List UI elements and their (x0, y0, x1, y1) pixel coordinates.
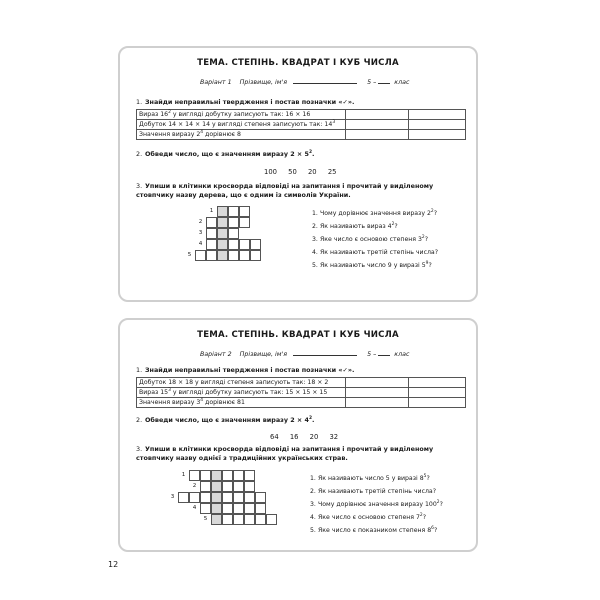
crossword-cell[interactable] (200, 492, 211, 503)
question-2: 2. Обведи число, що є значенням виразу $2 \times 4^2$. (136, 415, 315, 424)
student-info-line (200, 79, 415, 86)
crossword-cell[interactable] (233, 481, 244, 492)
crossword-highlighted-cell[interactable] (211, 514, 222, 525)
crossword-number: 1 (181, 472, 186, 478)
variant-label: Варіант 2 (200, 351, 232, 358)
crossword-number: 3 (198, 230, 203, 236)
crossword-cell[interactable] (200, 470, 211, 481)
grade-blank[interactable] (378, 83, 390, 84)
surname-label: Прізвище, ім'я (239, 351, 288, 358)
crossword-cell[interactable] (189, 470, 200, 481)
check-cell[interactable] (409, 388, 466, 398)
crossword-highlighted-cell[interactable] (211, 481, 222, 492)
page-number: 12 (108, 560, 119, 569)
crossword-cell[interactable] (255, 514, 266, 525)
question-1 (136, 98, 466, 107)
crossword-cell[interactable] (222, 470, 233, 481)
crossword-highlighted-cell[interactable] (217, 206, 228, 217)
statement-cell: Добуток 18 × 18 у вигляді степеня записують так: 18 × 2 (137, 378, 346, 388)
crossword-cell[interactable] (206, 228, 217, 239)
check-cell[interactable] (409, 110, 466, 120)
option[interactable]: 25 (327, 168, 337, 176)
crossword-number: 2 (192, 483, 197, 489)
grade-suffix: клас (394, 351, 410, 358)
check-cell[interactable] (409, 120, 466, 130)
check-cell[interactable] (346, 388, 409, 398)
crossword-highlighted-cell[interactable] (211, 492, 222, 503)
crossword-highlighted-cell[interactable] (217, 250, 228, 261)
crossword-question: 5. Яке число є показником степеня $8^6$? (310, 525, 438, 534)
crossword-cell[interactable] (228, 206, 239, 217)
crossword-cell[interactable] (200, 481, 211, 492)
grade-prefix: 5 – (367, 351, 377, 358)
crossword-number: 1 (209, 208, 214, 214)
option[interactable]: 50 (288, 168, 297, 176)
crossword-cell[interactable] (206, 250, 217, 261)
statement-cell: Вираз $15^3$ у вигляді добутку записують так: 15 × 15 × 15 (137, 388, 346, 398)
student-info-line (200, 351, 415, 358)
table-row (137, 120, 466, 130)
statements-table (136, 377, 466, 408)
table-row (137, 110, 466, 120)
option[interactable]: 32 (329, 433, 339, 441)
crossword-cell[interactable] (228, 239, 239, 250)
table-row (137, 378, 466, 388)
option[interactable]: 20 (309, 433, 319, 441)
table-row (137, 388, 466, 398)
option[interactable]: 16 (289, 433, 299, 441)
crossword-number: 5 (203, 516, 208, 522)
crossword-cell[interactable] (250, 239, 261, 250)
statement-cell: Вираз $16^2$ у вигляді добутку записують так: 16 × 16 (137, 110, 346, 120)
crossword-highlighted-cell[interactable] (217, 228, 228, 239)
crossword-cell[interactable] (244, 470, 255, 481)
check-cell[interactable] (346, 110, 409, 120)
table-row (137, 398, 466, 408)
worksheet-variant-2 (118, 318, 478, 552)
crossword-cell[interactable] (239, 217, 250, 228)
option[interactable]: 64 (270, 433, 279, 441)
crossword-highlighted-cell[interactable] (217, 217, 228, 228)
crossword-number: 2 (198, 219, 203, 225)
crossword-questions (310, 472, 443, 537)
crossword-cell[interactable] (239, 206, 250, 217)
check-cell[interactable] (346, 130, 409, 140)
crossword-cell[interactable] (250, 250, 261, 261)
crossword-number: 4 (198, 241, 203, 247)
crossword-question: 5. Як називають число 9 у виразі $5^9$? (312, 260, 432, 269)
crossword-cell[interactable] (228, 250, 239, 261)
crossword-questions (312, 207, 438, 272)
crossword-number: 5 (187, 252, 192, 258)
statement-cell: Добуток 14 × 14 × 14 у вигляді степеня записують так: $14^3$ (137, 120, 346, 130)
crossword-question: 4. Як називають третій степінь числа? (312, 249, 439, 256)
crossword-cell[interactable] (178, 492, 189, 503)
crossword-cell[interactable] (189, 492, 200, 503)
crossword-question: 3. Яке число є основою степеня $3^2$? (312, 234, 429, 243)
crossword-question: 2. Як називають третій степінь числа? (310, 488, 437, 495)
question-1: 1. Знайди неправильні твердження і постав позначки «✓». (136, 366, 355, 374)
crossword-highlighted-cell[interactable] (217, 239, 228, 250)
crossword-cell[interactable] (206, 217, 217, 228)
crossword-number: 3 (170, 494, 175, 500)
surname-label: Прізвище, ім'я (239, 79, 288, 86)
crossword-cell[interactable] (233, 492, 244, 503)
crossword-cell[interactable] (228, 217, 239, 228)
crossword-question: 1. Чому дорівнює значення виразу $2^2$? (312, 208, 438, 217)
crossword-cell[interactable] (266, 514, 277, 525)
crossword-cell[interactable] (239, 250, 250, 261)
crossword-question: 4. Яке число є основою степеня $7^2$? (310, 512, 427, 521)
variant-label: Варіант 1 (200, 79, 232, 86)
crossword-cell[interactable] (195, 250, 206, 261)
question-2: 2. Обведи число, що є значенням виразу $2 \times 5^2$. (136, 149, 315, 158)
surname-blank[interactable] (293, 83, 357, 84)
crossword-cell[interactable] (244, 481, 255, 492)
question-3: 3. Упиши в клітинки кросворда відповіді на запитання і прочитай у виділеному стовпчику назву однієї з традиційних українських страв. (136, 445, 434, 462)
crossword-cell[interactable] (233, 470, 244, 481)
crossword-cell[interactable] (222, 492, 233, 503)
worksheet-variant-1 (118, 46, 478, 302)
crossword-cell[interactable] (233, 503, 244, 514)
crossword-cell[interactable] (244, 503, 255, 514)
crossword-question: 2. Як називають вираз $4^2$? (312, 221, 398, 230)
table-row (137, 130, 466, 140)
crossword-cell[interactable] (255, 492, 266, 503)
crossword-cell[interactable] (222, 481, 233, 492)
question-number: 1. (136, 98, 143, 106)
crossword-cell[interactable] (200, 503, 211, 514)
question-3: 3. Упиши в клітинки кросворда відповіді на запитання і прочитай у виділеному стовпчику назву дерева, що є одним із символів України. (136, 182, 434, 199)
crossword-number: 4 (192, 505, 197, 511)
statement-cell: Значення виразу $2^4$ дорівнює 8 (137, 130, 346, 140)
crossword-cell[interactable] (206, 239, 217, 250)
statements-table (136, 109, 466, 140)
surname-blank[interactable] (293, 355, 357, 356)
check-cell[interactable] (346, 378, 409, 388)
crossword-cell[interactable] (233, 514, 244, 525)
crossword-highlighted-cell[interactable] (211, 470, 222, 481)
worksheet-title: ТЕМА. СТЕПІНЬ. КВАДРАТ І КУБ ЧИСЛА (197, 330, 399, 340)
crossword-cell[interactable] (222, 514, 233, 525)
check-cell[interactable] (409, 130, 466, 140)
crossword-question: 3. Чому дорівнює значення виразу $100^2$? (310, 499, 443, 508)
answer-options (270, 433, 347, 441)
grade-suffix: клас (394, 79, 410, 86)
option[interactable]: 100 (264, 168, 277, 176)
crossword-cell[interactable] (222, 503, 233, 514)
grade-prefix: 5 – (367, 79, 377, 86)
worksheet-title: ТЕМА. СТЕПІНЬ. КВАДРАТ І КУБ ЧИСЛА (197, 58, 399, 68)
crossword-cell[interactable] (239, 239, 250, 250)
crossword-cell[interactable] (244, 492, 255, 503)
question-text: Знайди неправильні твердження і постав позначки «✓». (145, 98, 355, 106)
check-cell[interactable] (346, 398, 409, 408)
statement-cell: Значення виразу $3^4$ дорівнює 81 (137, 398, 346, 408)
crossword-cell[interactable] (244, 514, 255, 525)
check-cell[interactable] (409, 378, 466, 388)
crossword-cell[interactable] (228, 228, 239, 239)
check-cell[interactable] (409, 398, 466, 408)
crossword-highlighted-cell[interactable] (211, 503, 222, 514)
option[interactable]: 20 (307, 168, 317, 176)
answer-options (264, 168, 345, 176)
crossword-cell[interactable] (255, 503, 266, 514)
check-cell[interactable] (346, 120, 409, 130)
grade-blank[interactable] (378, 355, 390, 356)
crossword-question: 1. Як називають число 5 у виразі $8^5$? (310, 473, 430, 482)
